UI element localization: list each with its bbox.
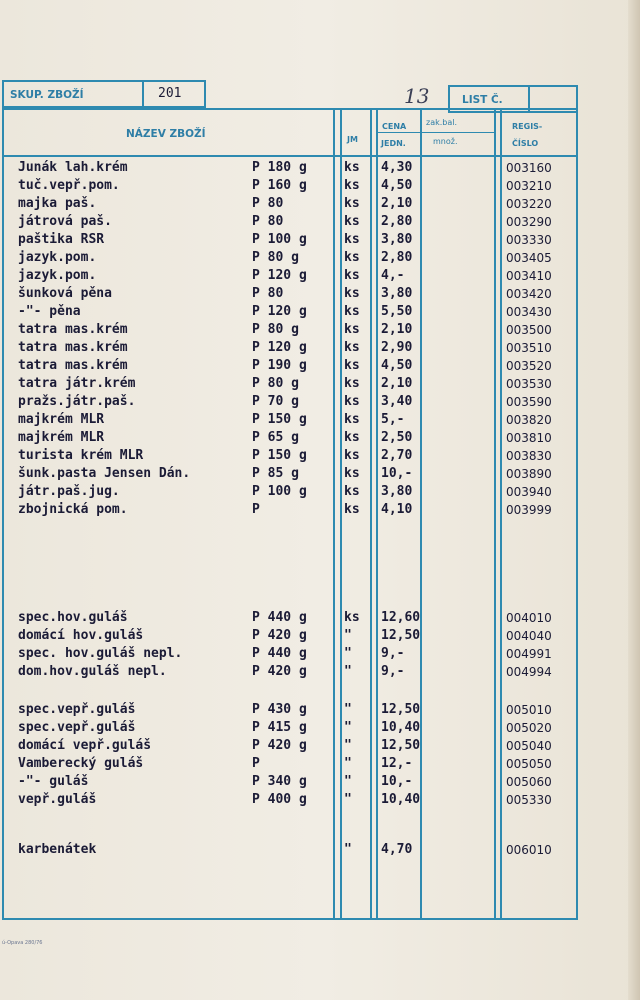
item-price: 9,-: [381, 664, 405, 679]
item-name: zbojnická pom.: [18, 502, 128, 517]
item-price: 4,-: [381, 268, 405, 283]
item-reg-number: 004040: [506, 629, 552, 643]
item-reg-number: 003420: [506, 287, 552, 301]
item-price: 2,10: [381, 322, 413, 337]
col-line-1: [333, 108, 335, 920]
item-price: 10,-: [381, 466, 413, 481]
item-unit: ks: [344, 412, 360, 427]
item-price: 12,50: [381, 702, 421, 717]
item-quantity: P 440 g: [252, 646, 307, 661]
item-price: 10,-: [381, 774, 413, 789]
item-unit: ks: [344, 250, 360, 265]
item-name: -"- guláš: [18, 774, 89, 789]
item-reg-number: 004991: [506, 647, 552, 661]
header-row-bottom: [2, 155, 578, 157]
item-quantity: P 80: [252, 196, 284, 211]
page-edge: [628, 0, 640, 1000]
item-name: Vamberecký guláš: [18, 756, 144, 771]
item-price: 12,-: [381, 756, 413, 771]
item-price: 9,-: [381, 646, 405, 661]
item-price: 3,40: [381, 394, 413, 409]
item-quantity: P 100 g: [252, 484, 307, 499]
item-quantity: P 415 g: [252, 720, 307, 735]
item-unit: ks: [344, 322, 360, 337]
item-unit: ": [344, 738, 352, 753]
item-quantity: P 65 g: [252, 430, 299, 445]
item-unit: ks: [344, 430, 360, 445]
item-price: 5,-: [381, 412, 405, 427]
item-quantity: P: [252, 756, 260, 771]
item-unit: ks: [344, 232, 360, 247]
item-price: 2,10: [381, 376, 413, 391]
item-reg-number: 005010: [506, 703, 552, 717]
item-price: 2,90: [381, 340, 413, 355]
item-name: jazyk.pom.: [18, 268, 97, 283]
col-line-4: [376, 108, 378, 920]
item-name: Junák lah.krém: [18, 160, 128, 175]
item-reg-number: 003999: [506, 503, 552, 517]
item-reg-number: 003210: [506, 179, 552, 193]
item-name: majkrém MLR: [18, 430, 105, 445]
item-unit: ks: [344, 340, 360, 355]
item-quantity: P 190 g: [252, 358, 307, 373]
item-reg-number: 003530: [506, 377, 552, 391]
item-unit: ks: [344, 178, 360, 193]
item-quantity: P 420 g: [252, 664, 307, 679]
item-unit: ks: [344, 268, 360, 283]
item-unit: ks: [344, 214, 360, 229]
item-unit: ks: [344, 484, 360, 499]
col-line-5: [420, 108, 422, 920]
col-header-pack-2: množ.: [433, 137, 458, 146]
item-unit: ks: [344, 448, 360, 463]
item-reg-number: 003890: [506, 467, 552, 481]
item-name: játr.paš.jug.: [18, 484, 120, 499]
item-reg-number: 004010: [506, 611, 552, 625]
col-line-7: [500, 108, 502, 920]
item-reg-number: 003810: [506, 431, 552, 445]
item-unit: ks: [344, 196, 360, 211]
item-name: spec. hov.guláš nepl.: [18, 646, 183, 661]
header-mid-line: [376, 132, 494, 133]
item-unit: ": [344, 720, 352, 735]
item-reg-number: 005050: [506, 757, 552, 771]
item-unit: ks: [344, 160, 360, 175]
item-reg-number: 003940: [506, 485, 552, 499]
item-price: 4,70: [381, 842, 413, 857]
item-price: 2,10: [381, 196, 413, 211]
item-unit: ks: [344, 394, 360, 409]
item-quantity: P 440 g: [252, 610, 307, 625]
col-header-name: NÁZEV ZBOŽÍ: [126, 128, 206, 140]
item-price: 3,80: [381, 286, 413, 301]
col-line-6: [494, 108, 496, 920]
item-name: šunk.pasta Jensen Dán.: [18, 466, 191, 481]
item-name: tuč.vepř.pom.: [18, 178, 120, 193]
item-quantity: P 80 g: [252, 322, 299, 337]
item-name: játrová paš.: [18, 214, 112, 229]
col-header-unit: JM: [347, 135, 358, 144]
item-unit: ks: [344, 466, 360, 481]
item-reg-number: 003520: [506, 359, 552, 373]
item-quantity: P 420 g: [252, 738, 307, 753]
item-price: 12,60: [381, 610, 421, 625]
item-price: 4,10: [381, 502, 413, 517]
item-unit: ks: [344, 304, 360, 319]
item-reg-number: 003820: [506, 413, 552, 427]
item-reg-number: 005040: [506, 739, 552, 753]
item-quantity: P 100 g: [252, 232, 307, 247]
item-name: tatra mas.krém: [18, 340, 128, 355]
item-name: spec.hov.guláš: [18, 610, 128, 625]
item-reg-number: 005020: [506, 721, 552, 735]
group-divider: [142, 80, 144, 108]
item-reg-number: 003160: [506, 161, 552, 175]
item-quantity: P 400 g: [252, 792, 307, 807]
item-quantity: P 340 g: [252, 774, 307, 789]
col-line-2: [340, 108, 342, 920]
item-price: 4,30: [381, 160, 413, 175]
col-header-reg-1: REGIS-: [512, 122, 543, 131]
item-name: vepř.guláš: [18, 792, 97, 807]
item-name: tatra mas.krém: [18, 358, 128, 373]
item-unit: ks: [344, 502, 360, 517]
item-price: 4,50: [381, 178, 413, 193]
item-quantity: P 120 g: [252, 340, 307, 355]
item-name: majkrém MLR: [18, 412, 105, 427]
item-quantity: P 80 g: [252, 376, 299, 391]
group-label: SKUP. ZBOŽÍ: [10, 89, 84, 101]
item-unit: ": [344, 792, 352, 807]
item-reg-number: 003430: [506, 305, 552, 319]
item-quantity: P 85 g: [252, 466, 299, 481]
item-reg-number: 004994: [506, 665, 552, 679]
item-price: 4,50: [381, 358, 413, 373]
item-unit: ": [344, 842, 352, 857]
item-unit: ": [344, 646, 352, 661]
item-price: 3,80: [381, 484, 413, 499]
item-quantity: P 120 g: [252, 268, 307, 283]
item-reg-number: 003410: [506, 269, 552, 283]
col-header-price-1: CENA: [382, 122, 407, 131]
item-quantity: P 420 g: [252, 628, 307, 643]
item-price: 2,70: [381, 448, 413, 463]
item-name: domácí vepř.guláš: [18, 738, 152, 753]
item-price: 2,80: [381, 250, 413, 265]
item-reg-number: 006010: [506, 843, 552, 857]
item-reg-number: 003405: [506, 251, 552, 265]
item-unit: ": [344, 774, 352, 789]
item-quantity: P 150 g: [252, 448, 307, 463]
item-name: jazyk.pom.: [18, 250, 97, 265]
item-quantity: P 150 g: [252, 412, 307, 427]
item-reg-number: 003830: [506, 449, 552, 463]
item-name: turista krém MLR: [18, 448, 144, 463]
item-quantity: P 80 g: [252, 250, 299, 265]
item-price: 2,50: [381, 430, 413, 445]
item-quantity: P 160 g: [252, 178, 307, 193]
item-name: pražs.játr.paš.: [18, 394, 136, 409]
item-reg-number: 003290: [506, 215, 552, 229]
item-unit: ks: [344, 610, 360, 625]
item-reg-number: 003510: [506, 341, 552, 355]
item-name: karbenátek: [18, 842, 97, 857]
item-price: 5,50: [381, 304, 413, 319]
sheet-number-handwritten: 13: [404, 84, 430, 108]
item-reg-number: 005060: [506, 775, 552, 789]
item-reg-number: 003590: [506, 395, 552, 409]
item-quantity: P 80: [252, 214, 284, 229]
item-name: -"- pěna: [18, 304, 81, 319]
item-unit: ks: [344, 358, 360, 373]
item-name: dom.hov.guláš nepl.: [18, 664, 167, 679]
col-header-price-2: JEDN.: [381, 139, 406, 148]
item-name: majka paš.: [18, 196, 97, 211]
item-price: 10,40: [381, 792, 421, 807]
col-line-3: [370, 108, 372, 920]
col-header-pack-1: zak.bal.: [426, 118, 458, 127]
item-name: tatra játr.krém: [18, 376, 136, 391]
sheet-label: LIST Č.: [462, 94, 503, 106]
item-price: 3,80: [381, 232, 413, 247]
item-reg-number: 003330: [506, 233, 552, 247]
group-value: 201: [158, 86, 182, 101]
item-name: spec.vepř.guláš: [18, 702, 136, 717]
item-price: 10,40: [381, 720, 421, 735]
item-reg-number: 003500: [506, 323, 552, 337]
printer-note: ú-Opava 280/76: [2, 940, 43, 946]
item-reg-number: 003220: [506, 197, 552, 211]
item-name: šunková pěna: [18, 286, 112, 301]
item-unit: ": [344, 628, 352, 643]
item-price: 12,50: [381, 738, 421, 753]
item-quantity: P 70 g: [252, 394, 299, 409]
col-header-reg-2: ČÍSLO: [512, 139, 539, 148]
item-quantity: P 180 g: [252, 160, 307, 175]
item-name: domácí hov.guláš: [18, 628, 144, 643]
item-name: tatra mas.krém: [18, 322, 128, 337]
item-name: spec.vepř.guláš: [18, 720, 136, 735]
item-unit: ks: [344, 286, 360, 301]
item-quantity: P 80: [252, 286, 284, 301]
item-name: paštika RSR: [18, 232, 105, 247]
item-quantity: P: [252, 502, 260, 517]
item-price: 12,50: [381, 628, 421, 643]
item-reg-number: 005330: [506, 793, 552, 807]
item-price: 2,80: [381, 214, 413, 229]
item-unit: ": [344, 756, 352, 771]
item-unit: ": [344, 702, 352, 717]
item-unit: ks: [344, 376, 360, 391]
item-unit: ": [344, 664, 352, 679]
item-quantity: P 120 g: [252, 304, 307, 319]
item-quantity: P 430 g: [252, 702, 307, 717]
